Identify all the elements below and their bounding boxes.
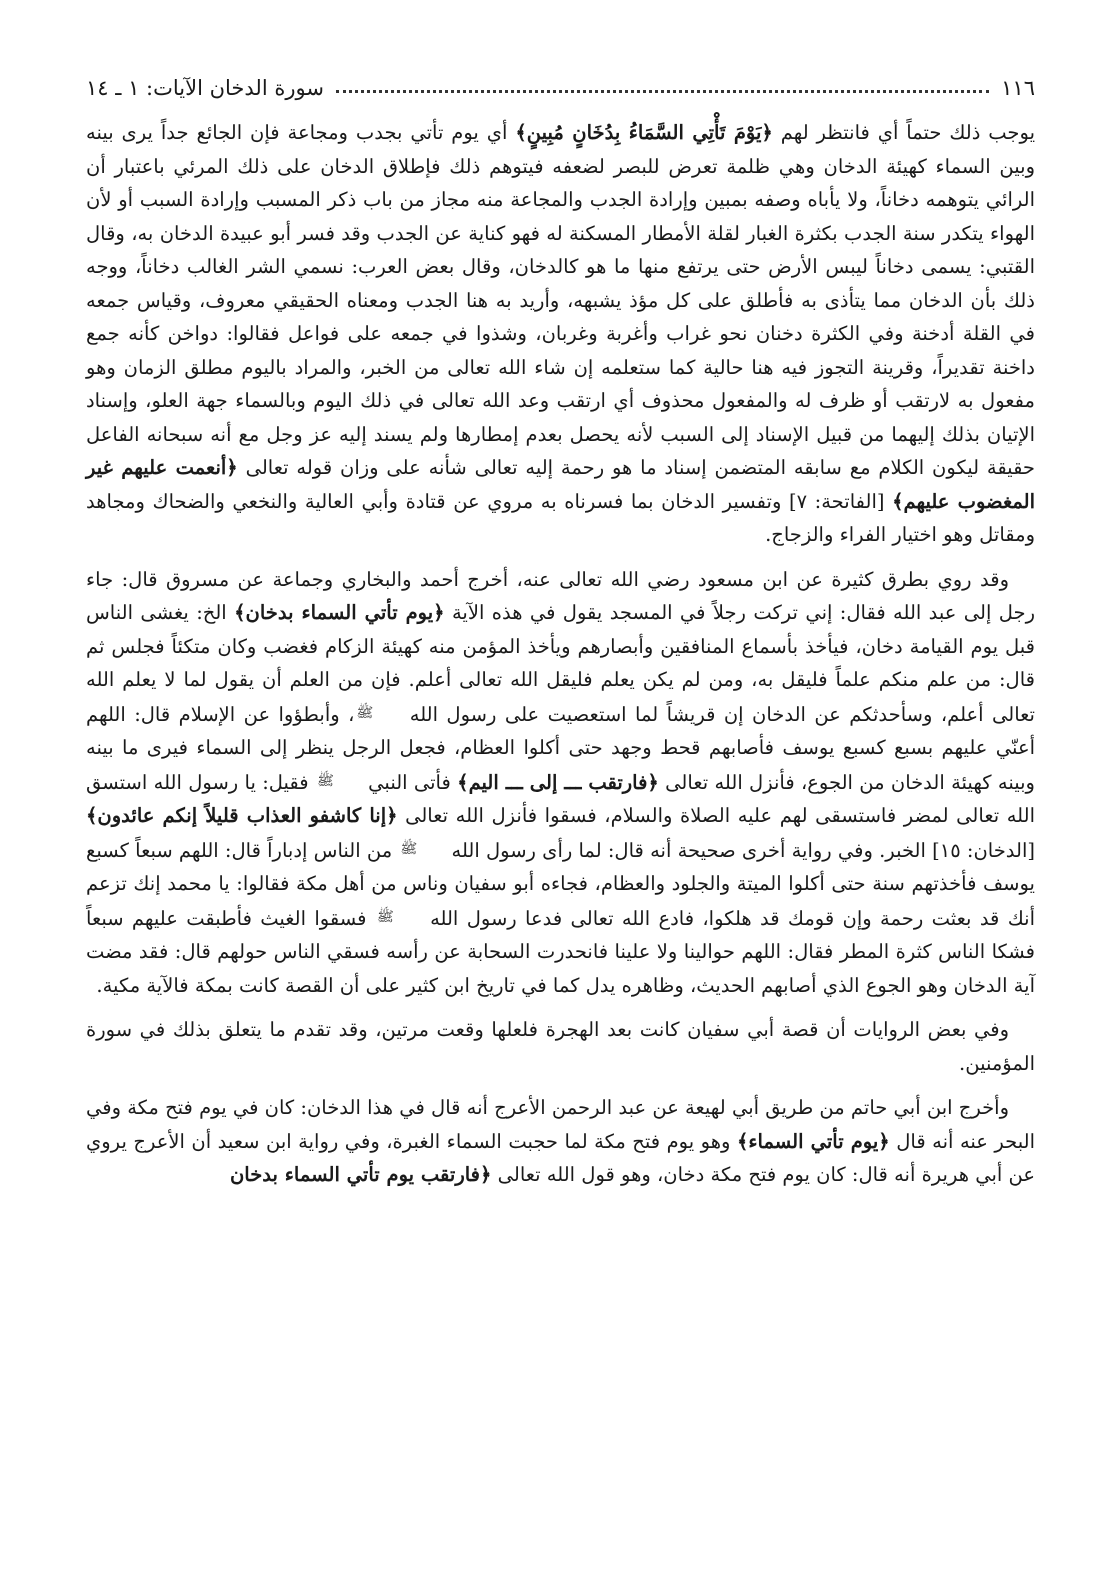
salawat-mark: ﷺ (376, 908, 394, 925)
salawat-mark: ﷺ (316, 772, 334, 789)
text-run: يوجب ذلك حتماً أي فانتظر لهم (772, 121, 1035, 144)
paragraph-1 (86, 116, 1035, 552)
dotted-leader (336, 90, 989, 93)
text-run: [الفاتحة: ٧] وتفسير الدخان بما فسرناه به مروي عن قتادة وأبي العالية والنخعي والضحاك ومجاهد ومقاتل وهو اختيار الفراء والزجاج. (86, 489, 1035, 546)
text-run: وهو يوم فتح مكة لما حجبت السماء الغبرة، وفي رواية ابن سعيد أن الأعرج يروي عن أبي هريرة أنه قال: كان يوم فتح مكة دخان، وهو قول الله تعالى (86, 1129, 1035, 1186)
text-run: الخ: يغشى الناس قبل يوم القيامة دخان، فيأخذ بأسماع المنافقين وأبصارهم ويأخذ المؤمن منه كهيئة الزكام فغضب وكان متكئاً فجلس ثم قال: من علم منكم علماً فليقل به، ومن لم يكن يعلم فليقل الله تعالى أعلم. فإن من العلم أن يقول لما لا يعلم الله تعالى أعلم، وسأحدثكم عن الدخان إن قريشاً لما استعصيت على رسول الله (86, 601, 1035, 726)
salawat-mark: ﷺ (400, 840, 418, 857)
running-title: سورة الدخان الآيات: ١ ـ ١٤ (86, 76, 324, 100)
page-number: ١١٦ (1001, 76, 1035, 100)
paragraph-3: وفي بعض الروايات أن قصة أبي سفيان كانت بعد الهجرة فلعلها وقعت مرتين، وقد تقدم ما يتعلق بذلك في سورة المؤمنين. (86, 1018, 1035, 1075)
text-run: ، وأبطؤوا عن الإسلام قال: اللهم أعنّي عليهم بسبع كسبع يوسف فأصابهم قحط وجهد حتى أكلوا العظام، فجعل الرجل ينظر إلى السماء فيرى ما بينه وبينه كهيئة الدخان من الجوع، فأنزل الله تعالى (86, 702, 1035, 794)
text-run: من الناس إدباراً قال: اللهم سبعاً كسبع يوسف فأخذتهم سنة حتى أكلوا الميتة والجلود والعظام، فجاءه أبو سفيان وناس من أهل مكة فقالوا: يا محمد إنك تزعم أنك قد بعثت رحمة وإن قومك قد هلكوا، فادع الله تعالى فدعا رسول الله (86, 838, 1035, 930)
text-run: وقد روي بطرق كثيرة عن ابن مسعود رضي الله تعالى عنه، أخرج أحمد والبخاري وجماعة عن مسروق قال: جاء رجل إلى عبد الله فقال: إني تركت رجلاً في المسجد يقول في هذه الآية (86, 567, 1036, 624)
page-body (86, 116, 1035, 1203)
paragraph-2 (86, 563, 1035, 1003)
text-run: وأخرج ابن أبي حاتم من طريق أبي لهيعة عن عبد الرحمن الأعرج أنه قال في هذا الدخان: كان في يوم فتح مكة وفي البحر عنه أنه قال (86, 1096, 1036, 1153)
quran-quote: ﴿يَوْمَ تَأْتِي السَّمَاءُ بِدُخَانٍ مُبِينٍ﴾ (515, 121, 773, 144)
text-run: فسقوا الغيث فأطبقت عليهم سبعاً فشكا الناس كثرة المطر فقال: اللهم حوالينا ولا علينا فانحدرت السحابة عن رأسه فسقي الناس حولهم قال: فقد مضت آية الدخان وهو الجوع الذي أصابهم الحديث، وظاهره يدل كما في تاريخ ابن كثير على أن القصة كانت بمكة فالآية مكية. (86, 906, 1035, 997)
text-run: [الدخان: ١٥] الخبر. وفي رواية أخرى صحيحة أنه قال: لما رأى رسول الله (445, 838, 1035, 862)
quran-quote: ﴿يوم تأتي السماء بدخان﴾ (234, 601, 445, 624)
quran-quote: ﴿فارتقب ـــ إلى ـــ اليم﴾ (457, 770, 659, 794)
page-header (86, 66, 1035, 100)
quran-quote: ﴿أنعمت عليهم غير المغضوب عليهم﴾ (86, 456, 1035, 513)
quran-quote: ﴿فارتقب يوم تأتي السماء بدخان (229, 1163, 492, 1186)
text-run: فقيل: يا رسول الله استسق الله تعالى لمضر فاستسقى لهم عليه الصلاة والسلام، فسقوا فأنزل الله تعالى (86, 770, 1035, 827)
salawat-mark: ﷺ (356, 704, 374, 721)
quran-quote: ﴿إنا كاشفو العذاب قليلاً إنكم عائدون﴾ (86, 804, 398, 827)
paragraph-4 (86, 1091, 1035, 1192)
quran-quote: ﴿يوم تأتي السماء﴾ (736, 1129, 890, 1153)
text-run: فأتى النبي (361, 770, 458, 794)
text-run: أي يوم تأتي بجدب ومجاعة فإن الجائع جداً يرى بينه وبين السماء كهيئة الدخان وهي ظلمة تعرض للبصر لضعفه فيتوهم ذلك فإطلاق الدخان على ذلك المرئي باعتبار أن الرائي يتوهمه دخاناً، ولا يأباه وصفه بمبين وإرادة الجدب والمجاعة منه مجاز من باب ذكر المسبب وإرادة السبب أو لأن الهواء يتكدر سنة الجدب بكثرة الغبار لقلة الأمطار المسكنة له فهو كناية عن الجدب وقد فسر أبو عبيدة الدخان به، وقال القتبي: يسمى دخاناً ليبس الأرض حتى يرتفع منها ما هو كالدخان، وقال بعض العرب: نسمي الشر الغالب دخاناً، ووجه ذلك بأن الدخان مما يتأذى به فأطلق على كل مؤذ يشبهه، وأريد به هنا الجدب ومعناه الحقيقي معروف، وقياس جمعه في القلة أدخنة وفي الكثرة دخنان نحو غراب وأغربة وغربان، وشذوا في جمعه على فواعل فقالوا: دواخن كأنه جمع داخنة تقديراً، وقرينة التجوز فيه هنا حالية كما ستعلمه إن شاء الله تعالى من الخبر، والمراد باليوم مطلق الزمان وهو مفعول به لارتقب أو ظرف له والمفعول محذوف أي ارتقب وعد الله تعالى في ذلك اليوم وبالسماء جهة العلو، وإسناد الإتيان بذلك إليهما من قبيل الإسناد إلى السبب لأنه يحصل بعدم إمطارها ولم يسند إليه عز وجل مع أنه سبحانه الفاعل حقيقة ليكون الكلام مع سابقه المتضمن إسناد ما هو رحمة إليه تعالى شأنه على وزان قوله تعالى (86, 121, 1035, 479)
